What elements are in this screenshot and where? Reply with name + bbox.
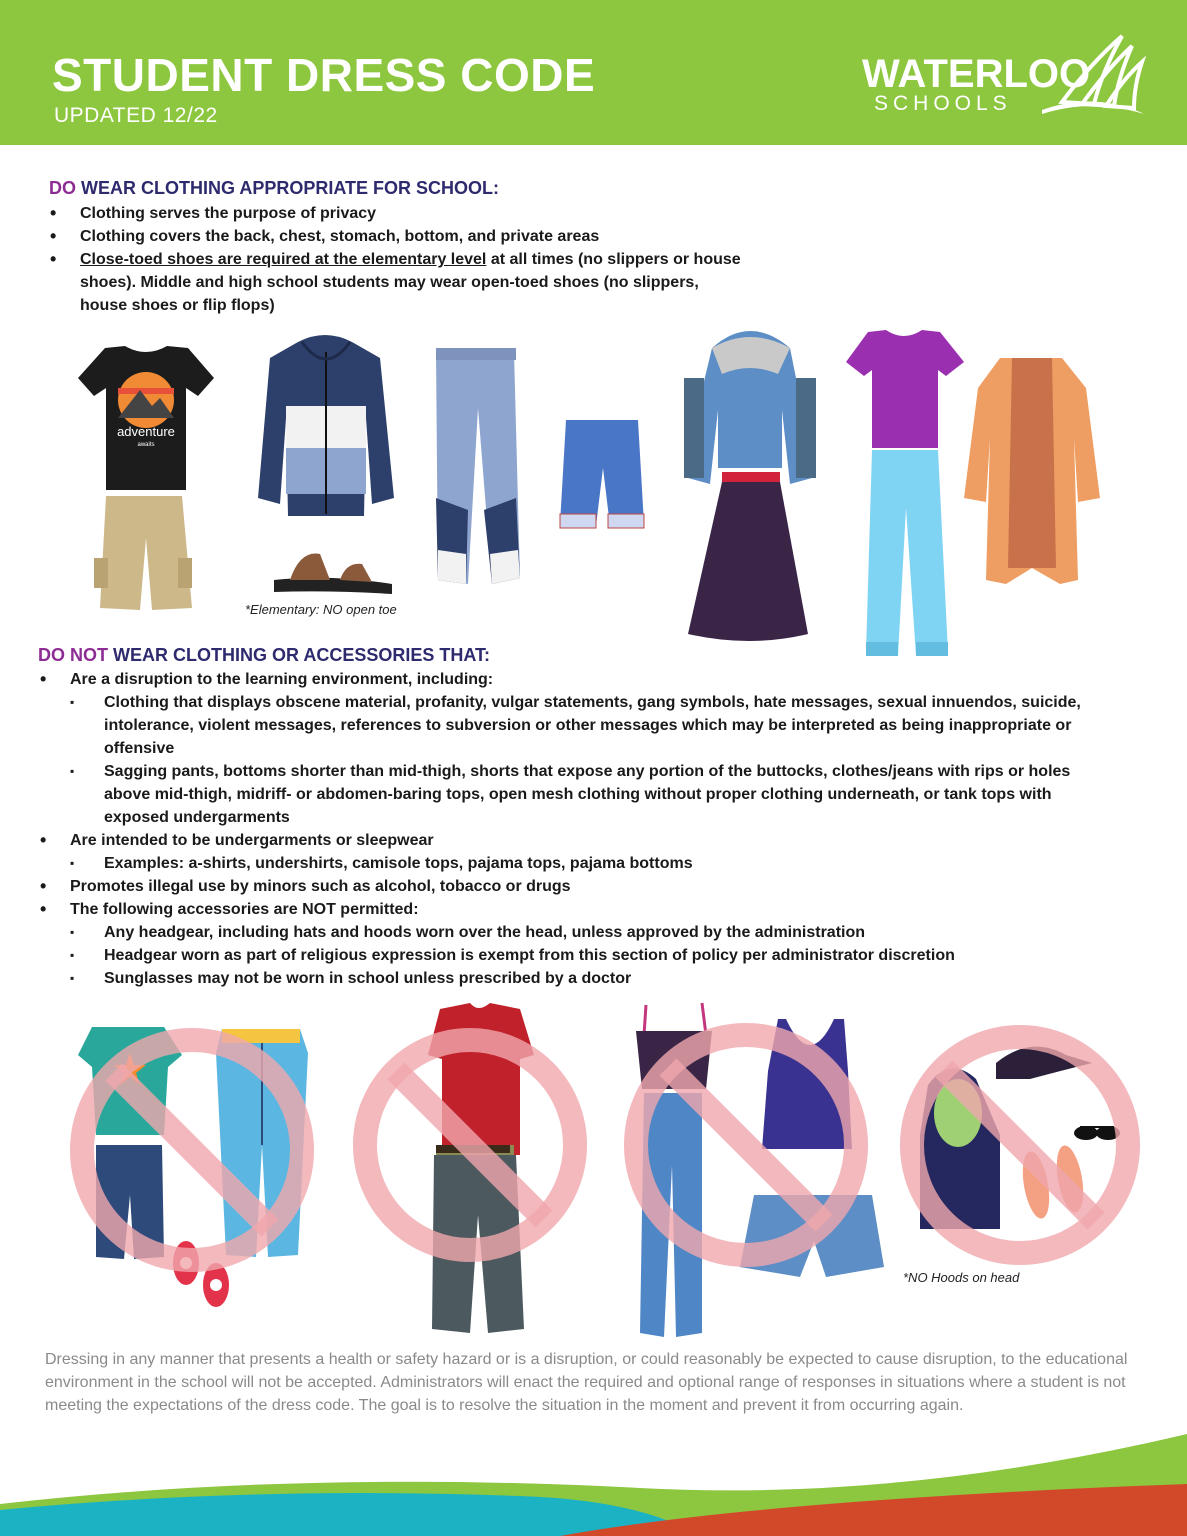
logo-subtext: SCHOOLS [874,92,1012,115]
jogger-pants-icon [436,348,520,584]
sandal-icon [274,554,392,594]
hood-caption: *NO Hoods on head [903,1270,1020,1285]
shirt-text: adventure [117,424,175,439]
do-heading-accent: DO [49,178,76,198]
dont-list [36,668,1116,990]
zip-hoodie-icon [258,335,394,516]
waterloo-schools-logo [862,32,1152,122]
list-item: ▪ Sagging pants, bottoms shorter than mid-thigh, shorts that expose any portion of the buttocks, clothes/jeans with rips or holes above mid-thigh, midriff- or abdomen-baring tops, open mesh clothing without proper clothing underneath, or tank tops with exposed undergarments [70,760,1116,829]
list-item: ▪ Sunglasses may not be worn in school unless prescribed by a doctor [70,967,1116,990]
elementary-caption: *Elementary: NO open toe [245,602,397,617]
sunglasses-icon [1074,1126,1120,1140]
list-item: ▪ Headgear worn as part of religious expression is exempt from this section of policy per administrator discretion [70,944,1116,967]
do-list [46,202,746,317]
list-item: ▪ Examples: a-shirts, undershirts, camisole tops, pajama tops, pajama bottoms [70,852,1116,875]
footer-text: Dressing in any manner that presents a health or safety hazard or is a disruption, or could reasonably be expected to cause disruption, to the educational environment in the school will not be accepted. Administrators will enact the required and optional range of responses in situations where a student is not meeting the expectations of the dress code. The goal is to resolve the situation in the moment and prevent it from occurring again. [45,1351,1128,1414]
undergarments-rule: Are intended to be undergarments or sleepwear [70,832,434,849]
list-item: • Promotes illegal use by minors such as alcohol, tobacco or drugs [36,875,1116,898]
footer-wave-decoration [0,1430,1187,1536]
shirt-subtext: awaits [137,442,155,448]
logo-word: WATERLOO [862,52,1091,96]
do-heading-rest: WEAR CLOTHING APPROPRIATE FOR SCHOOL: [81,178,500,198]
list-item: ▪ Any headgear, including hats and hoods worn over the head, unless approved by the administration [70,921,1116,944]
list-item [36,829,1116,875]
purple-tshirt-icon [846,330,964,448]
cardigan-icon [964,358,1100,584]
accessories-sublist [70,921,1116,990]
maxi-skirt-icon [688,472,808,641]
list-item [36,898,1116,990]
shoe-rule-underlined: Close-toed shoes are required at the elementary level [80,251,487,268]
page-title: STUDENT DRESS CODE [52,49,596,101]
list-item: ▪ Clothing that displays obscene material, profanity, vulgar statements, gang symbols, hate messages, sexual innuendos, suicide, intolerance, violent messages, references to subversion or other messages which may be interpreted as being inappropriate or offensive [70,691,1116,760]
do-section-heading [49,178,499,199]
page-subtitle: UPDATED 12/22 [54,104,218,127]
dont-heading-rest: WEAR CLOTHING OR ACCESSORIES THAT: [113,645,491,665]
accessories-rule: The following accessories are NOT permitted: [70,901,419,918]
blue-shorts-icon [560,420,644,528]
denim-jacket-icon [684,331,816,484]
adventure-tshirt-icon [78,346,214,490]
disruption-rule: Are a disruption to the learning environment, including: [70,671,494,688]
cargo-shorts-icon [94,496,192,610]
list-item: • Clothing serves the purpose of privacy [46,202,746,225]
list-item [36,668,1116,829]
prohibited-clothing-illustrations [0,995,1187,1345]
allowed-clothing-illustrations [0,318,1187,673]
disruption-sublist [70,691,1116,829]
shoe-rule-rest: at all times (no slippers or house shoes). Middle and high school students may wear open-toed shoes (no slippers, house shoes or flip flops) [80,251,741,314]
dont-heading-accent: DO NOT [38,645,108,665]
header-banner [0,0,1187,145]
light-blue-jeans-icon [866,450,948,656]
dont-section-heading [38,645,490,666]
logo-wave-icon [1022,32,1148,118]
list-item [46,248,746,317]
list-item: • Clothing covers the back, chest, stomach, bottom, and private areas [46,225,746,248]
undergarments-sublist [70,852,1116,875]
